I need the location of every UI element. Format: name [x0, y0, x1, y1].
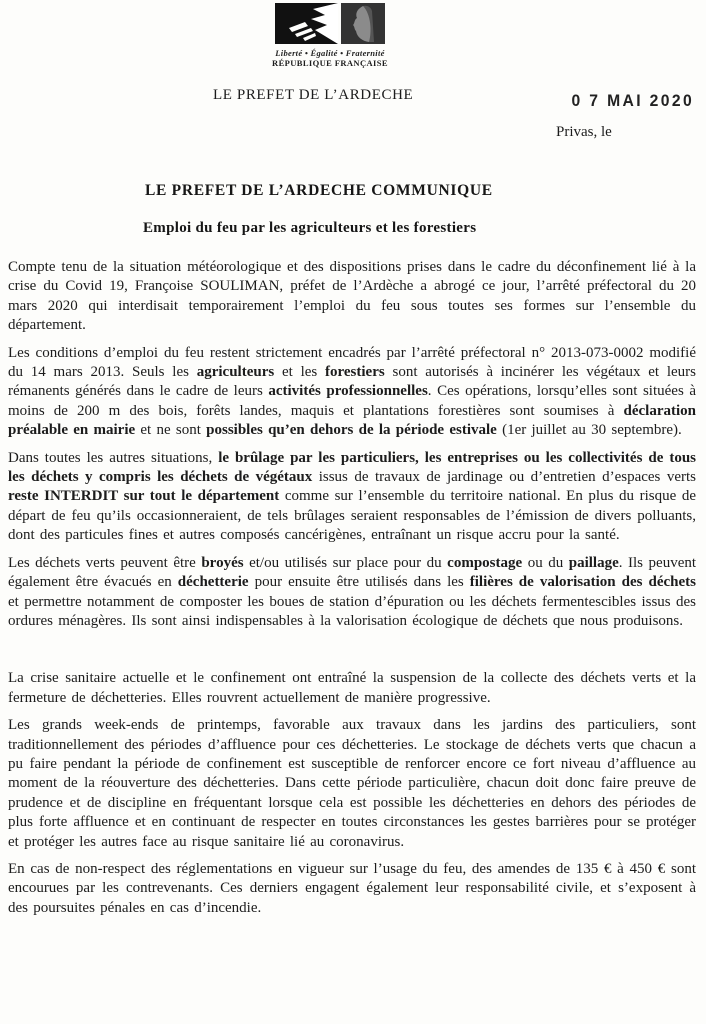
- text-segment: comme sur l’ensemble du territoire national. En plus du risque de départ de feu qu’ils occasionneraient, de tels brûlages seraient responsables de l’émission de divers polluants, dont des particules fines et autres composés cancérigènes, entraînant un risque accru pour la santé.: [8, 488, 696, 544]
- paragraph: [8, 258, 696, 336]
- text-segment: Dans toutes les autres situations,: [8, 449, 219, 466]
- bold-text-segment: paillage: [568, 554, 619, 571]
- text-segment: ou du: [522, 554, 569, 571]
- text-segment: En cas de non-respect des réglementations en vigueur sur l’usage du feu, des amendes de 135 € à 450 € sont encourues par les contrevenants. Ces derniers engagent également leur responsabilité civile, et s’exposent à des poursuites pénales en cas d’incendie.: [8, 860, 696, 916]
- sender-title: LE PREFET DE L’ARDECHE: [213, 87, 414, 103]
- text-segment: Les conditions d’emploi du feu restent strictement encadrés par l’arrêté préfectoral n° 2013-073-0002 modifié du 14 mars 2013. Seuls les: [8, 344, 696, 381]
- subject-title: Emploi du feu par les agriculteurs et les forestiers: [143, 220, 477, 236]
- bold-text-segment: reste INTERDIT sur tout le département: [8, 488, 280, 505]
- bold-text-segment: possibles qu’en dehors de la période estivale: [206, 422, 497, 439]
- bold-text-segment: activités professionnelles: [268, 383, 428, 400]
- body-paragraphs: [8, 250, 696, 918]
- text-segment: . Ils peuvent également être évacués en: [8, 554, 697, 591]
- place-date-line: Privas, le: [556, 124, 612, 140]
- bold-text-segment: filières de valorisation des déchets: [469, 574, 696, 591]
- date-stamp: 0 7 MAI 2020: [571, 92, 694, 110]
- bold-text-segment: déclaration préalable en mairie: [8, 402, 696, 439]
- bold-text-segment: agriculteurs: [196, 364, 275, 381]
- paragraph: [8, 554, 696, 632]
- bold-text-segment: compostage: [447, 554, 523, 571]
- bold-text-segment: déchetterie: [177, 574, 249, 591]
- text-segment: sont autorisés à incinérer les végétaux et leurs rémanents générés dans le cadre de leurs: [8, 364, 696, 400]
- text-segment: Les déchets verts peuvent être: [8, 554, 202, 571]
- paragraph: [8, 860, 696, 918]
- paragraph: [8, 344, 696, 441]
- motto-text: Liberté • Égalité • Fraternité: [275, 48, 385, 58]
- text-segment: pour ensuite être utilisés dans les: [248, 574, 470, 591]
- bold-text-segment: broyés: [201, 554, 244, 571]
- text-segment: issus de travaux de jardinage ou d’entretien d’espaces verts: [312, 469, 697, 486]
- marianne-logo-icon: [275, 2, 385, 46]
- communique-title: LE PREFET DE L’ARDECHE COMMUNIQUE: [145, 182, 493, 199]
- paragraph: [8, 669, 696, 708]
- text-segment: et les: [274, 364, 326, 381]
- text-segment: . Ces opérations, lorsqu’elles sont situées à moins de 200 m des bois, forêts landes, maquis et plantations forestières sont soumises à: [8, 383, 696, 419]
- text-segment: Les grands week-ends de printemps, favorable aux travaux dans les jardins des particuliers, sont traditionnellement des périodes d’affluence pour ces déchetteries. Le stockage de déchets verts que chacun a pu faire pendant la période de confinement est susceptible de renforcer encore ce fort niveau d’affluence au moment de la réouverture des déchetteries. Dans cette période particulière, chacun doit donc faire preuve de prudence et de discipline en fréquentant lorsque cela est possible les déchetteries en dehors des périodes de plus forte affluence et en continuant de respecter en toutes circonstances les gestes barrières pour se protéger et protéger les autres face au risque sanitaire lié au coronavirus.: [8, 717, 696, 850]
- text-segment: Compte tenu de la situation météorologique et des dispositions prises dans le cadre du déconfinement lié à la crise du Covid 19, Françoise SOULIMAN, préfet de l’Ardèche a abrogé ce jour, l’arrêté préfectoral du 20 mars 2020 qui interdisait temporairement l’emploi du feu sous toutes ses formes sur l’ensemble du département.: [8, 259, 696, 334]
- text-segment: La crise sanitaire actuelle et le confinement ont entraîné la suspension de la collecte des déchets verts et la fermeture de déchetteries. Elles rouvrent actuellement de manière progressive.: [8, 670, 696, 706]
- text-segment: et/ou utilisés sur place pour du: [243, 554, 448, 571]
- bold-text-segment: le brûlage par les particuliers, les entreprises ou les collectivités de tous les déchets y compris les déchets de végétaux: [8, 449, 697, 486]
- text-segment: (1er juillet au 30 septembre).: [496, 422, 682, 439]
- republic-name: RÉPUBLIQUE FRANÇAISE: [272, 58, 388, 68]
- paragraph: [8, 449, 696, 546]
- paragraph: [8, 716, 696, 852]
- text-segment: et ne sont: [135, 422, 207, 439]
- bold-text-segment: forestiers: [325, 364, 385, 381]
- text-segment: et permettre notamment de composter les boues de station d’épuration ou les déchets fermentescibles issus des ordures ménagères. Ils sont ainsi indispensables à la valorisation écologique de déchets que nous produisons.: [8, 593, 696, 629]
- republique-francaise-letterhead: [250, 2, 410, 68]
